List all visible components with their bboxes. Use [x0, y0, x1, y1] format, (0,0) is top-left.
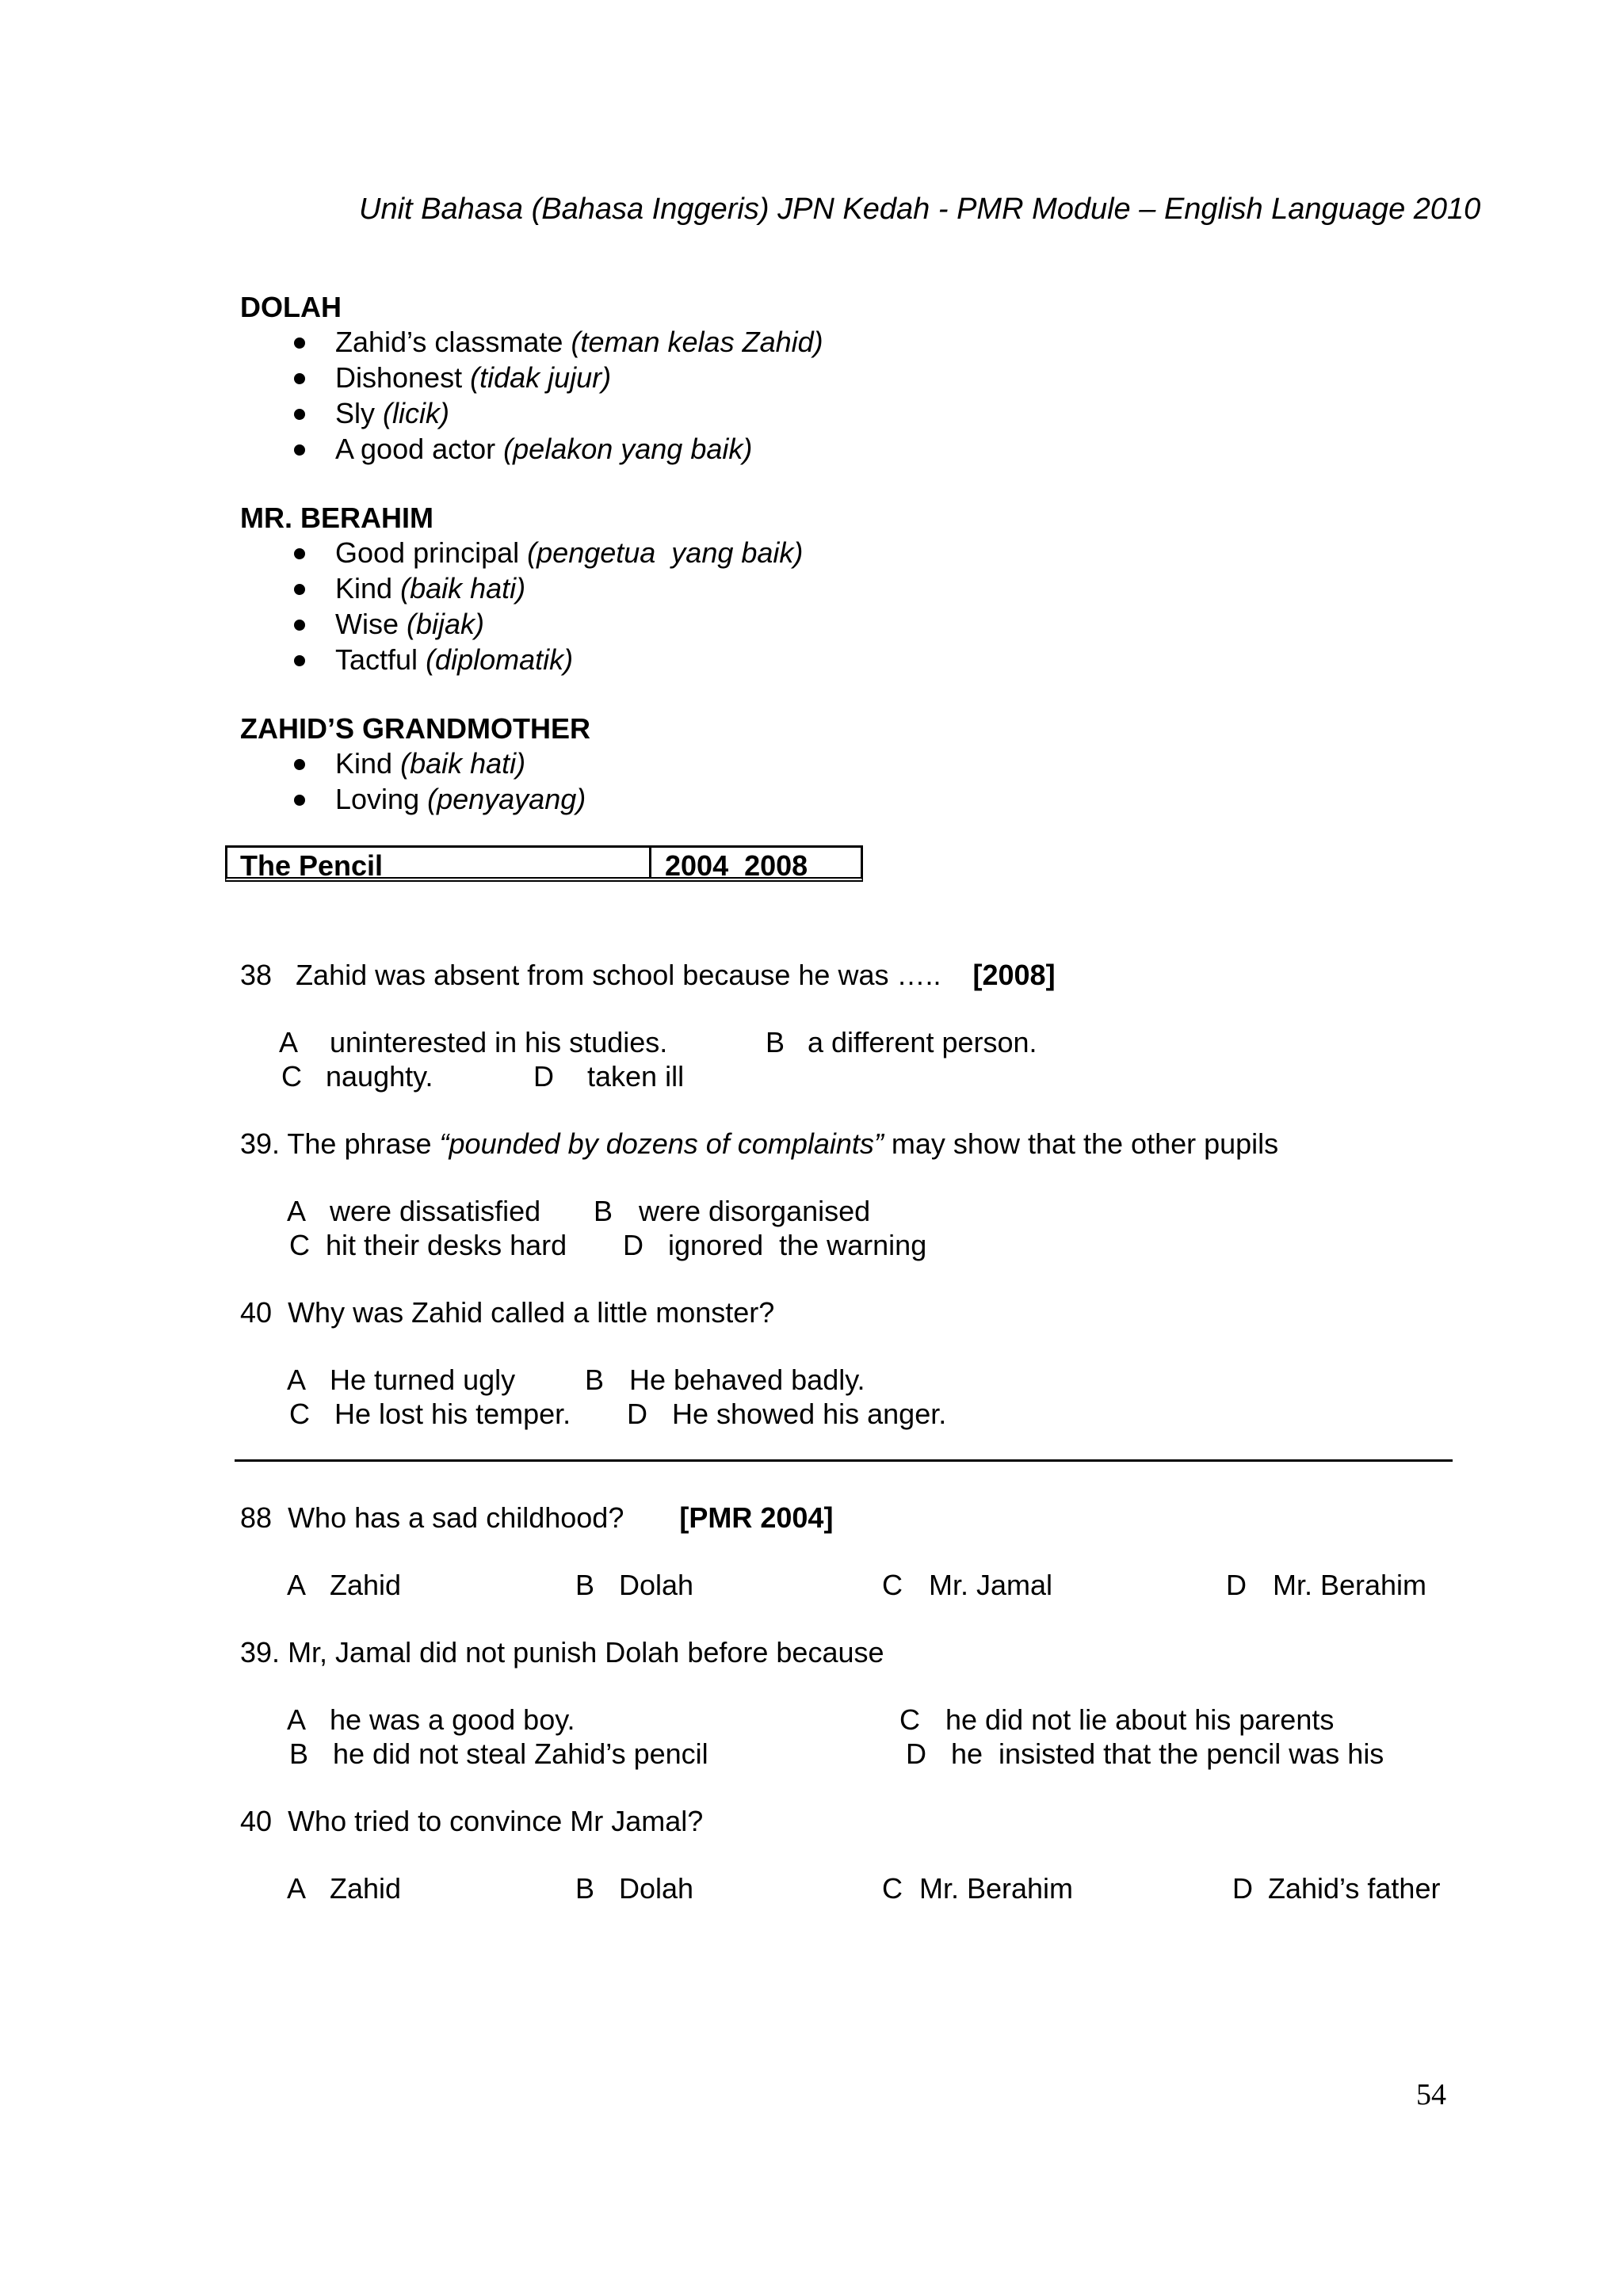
trait-ms: (tidak jujur)	[470, 361, 612, 394]
trait-item	[335, 536, 803, 570]
question-number: 39.	[240, 1636, 281, 1669]
option-letter: D	[1232, 1872, 1253, 1905]
option-letter: A	[287, 1569, 307, 1601]
option-c	[882, 1872, 903, 1905]
option-letter: A	[287, 1872, 307, 1905]
trait-ms: (licik)	[383, 397, 450, 429]
option-letter: B	[575, 1569, 595, 1601]
trait-item	[335, 643, 573, 677]
question-text: The phrase	[287, 1127, 432, 1160]
option-letter: A	[287, 1195, 307, 1227]
option-letter: B	[585, 1363, 605, 1396]
option-d-text: He showed his anger.	[672, 1398, 947, 1430]
bullet-icon	[294, 795, 305, 806]
option-a-text: uninterested in his studies.	[330, 1026, 668, 1058]
option-c	[281, 1060, 302, 1093]
question-38	[240, 959, 1056, 992]
question-number: 38	[240, 959, 273, 991]
option-d-text: he insisted that the pencil was his	[951, 1737, 1384, 1770]
option-a-text: He turned ugly	[330, 1363, 516, 1396]
option-letter: B	[289, 1737, 309, 1770]
option-letter: B	[594, 1195, 613, 1227]
option-letter: A	[287, 1363, 307, 1396]
question-39	[240, 1127, 1278, 1161]
option-letter: D	[906, 1737, 926, 1770]
trait-item	[335, 572, 525, 605]
option-d	[623, 1229, 643, 1262]
option-d-text: Zahid’s father	[1268, 1872, 1441, 1905]
option-d	[1226, 1569, 1247, 1602]
option-letter: A	[279, 1026, 299, 1058]
character-heading-dolah: DOLAH	[240, 291, 342, 323]
section-divider	[235, 1459, 1453, 1462]
option-b	[766, 1026, 785, 1059]
trait-en: Kind	[335, 572, 393, 605]
option-b	[289, 1737, 308, 1771]
option-c-text: he did not lie about his parents	[945, 1703, 1335, 1736]
option-c-text: He lost his temper.	[334, 1398, 571, 1430]
option-d-text: ignored the warning	[668, 1229, 927, 1261]
trait-en: Tactful	[335, 643, 418, 676]
trait-en: Sly	[335, 397, 376, 429]
option-d-text: Mr. Berahim	[1273, 1569, 1427, 1601]
question-39b	[240, 1636, 884, 1669]
option-c-text: hit their desks hard	[326, 1229, 567, 1261]
trait-en: Wise	[335, 608, 399, 640]
option-d-text: taken ill	[587, 1060, 685, 1093]
exam-years: 2004 2008	[665, 849, 808, 882]
option-letter: D	[623, 1229, 643, 1261]
trait-ms: (baik hati)	[400, 747, 526, 780]
option-letter: C	[899, 1703, 920, 1736]
trait-item	[335, 608, 484, 641]
option-letter: C	[289, 1229, 310, 1261]
option-a	[287, 1195, 306, 1228]
option-c-text: Mr. Berahim	[919, 1872, 1074, 1905]
option-b-text: He behaved badly.	[629, 1363, 865, 1396]
bullet-icon	[294, 584, 305, 595]
trait-ms: (penyayang)	[427, 783, 586, 815]
option-d	[533, 1060, 554, 1093]
page-number: 54	[1416, 2078, 1446, 2111]
option-letter: C	[882, 1569, 903, 1601]
option-a-text: he was a good boy.	[330, 1703, 575, 1736]
question-number: 40	[240, 1296, 273, 1329]
question-88	[240, 1501, 833, 1535]
option-a	[287, 1703, 306, 1737]
question-text: Mr, Jamal did not punish Dolah before because	[288, 1636, 884, 1669]
trait-en: Zahid’s classmate	[335, 326, 563, 358]
option-letter: B	[575, 1872, 595, 1905]
trait-ms: (pelakon yang baik)	[503, 433, 753, 465]
question-text: Who tried to convince Mr Jamal?	[288, 1805, 704, 1837]
trait-item	[335, 747, 525, 780]
option-b-text: a different person.	[808, 1026, 1037, 1058]
trait-item	[335, 433, 752, 466]
option-a	[287, 1363, 306, 1397]
question-number: 40	[240, 1805, 273, 1837]
trait-en: Kind	[335, 747, 393, 780]
bullet-icon	[294, 409, 305, 420]
trait-ms: (bijak)	[407, 608, 485, 640]
option-letter: D	[627, 1398, 647, 1430]
option-d	[627, 1398, 647, 1431]
question-tag: [PMR 2004]	[679, 1501, 834, 1534]
question-number: 39.	[240, 1127, 281, 1160]
trait-ms: (diplomatik)	[426, 643, 574, 676]
trait-en: Loving	[335, 783, 420, 815]
bullet-icon	[294, 759, 305, 770]
option-letter: C	[289, 1398, 310, 1430]
option-a-text: Zahid	[330, 1569, 402, 1601]
option-b	[594, 1195, 613, 1228]
bullet-icon	[294, 338, 305, 349]
option-b-text: were disorganised	[639, 1195, 871, 1227]
question-text: Zahid was absent from school because he was …..	[296, 959, 941, 991]
trait-en: A good actor	[335, 433, 496, 465]
trait-en: Good principal	[335, 536, 520, 569]
option-a	[287, 1569, 306, 1602]
table-divider	[649, 848, 651, 877]
question-40b	[240, 1805, 703, 1838]
trait-item	[335, 361, 611, 395]
option-c	[899, 1703, 920, 1737]
option-c-text: naughty.	[326, 1060, 433, 1093]
bullet-icon	[294, 548, 305, 559]
option-letter: D	[1226, 1569, 1247, 1601]
option-b	[585, 1363, 604, 1397]
trait-item	[335, 397, 449, 430]
trait-ms: (teman kelas Zahid)	[571, 326, 823, 358]
trait-en: Dishonest	[335, 361, 463, 394]
option-letter: D	[533, 1060, 554, 1093]
option-a-text: Zahid	[330, 1872, 402, 1905]
character-heading-berahim: MR. BERAHIM	[240, 502, 433, 534]
option-b-text: Dolah	[619, 1569, 694, 1601]
trait-ms: (baik hati)	[400, 572, 526, 605]
option-letter: A	[287, 1703, 307, 1736]
option-c-text: Mr. Jamal	[929, 1569, 1053, 1601]
question-number: 88	[240, 1501, 273, 1534]
option-letter: C	[281, 1060, 302, 1093]
story-title-table	[225, 845, 863, 882]
bullet-icon	[294, 655, 305, 666]
option-b	[575, 1569, 594, 1602]
character-heading-grandmother: ZAHID’S GRANDMOTHER	[240, 712, 590, 745]
quoted-phrase: “pounded by dozens of complaints”	[439, 1127, 884, 1160]
option-letter: C	[882, 1872, 903, 1905]
option-c	[289, 1229, 310, 1262]
trait-ms: (pengetua yang baik)	[527, 536, 804, 569]
option-d	[1232, 1872, 1253, 1905]
question-text: Who has a sad childhood?	[288, 1501, 624, 1534]
option-a	[279, 1026, 298, 1059]
option-b	[575, 1872, 594, 1905]
question-tag: [2008]	[972, 959, 1056, 991]
question-text: Why was Zahid called a little monster?	[288, 1296, 775, 1329]
option-a-text: were dissatisfied	[330, 1195, 541, 1227]
option-letter: B	[766, 1026, 785, 1058]
option-b-text: he did not steal Zahid’s pencil	[333, 1737, 708, 1770]
option-a	[287, 1872, 306, 1905]
trait-item	[335, 326, 823, 359]
option-c	[289, 1398, 310, 1431]
bullet-icon	[294, 620, 305, 631]
option-b-text: Dolah	[619, 1872, 694, 1905]
question-text-end: may show that the other pupils	[891, 1127, 1279, 1160]
question-40	[240, 1296, 774, 1329]
option-d	[906, 1737, 926, 1771]
bullet-icon	[294, 444, 305, 456]
option-c	[882, 1569, 903, 1602]
page-header: Unit Bahasa (Bahasa Inggeris) JPN Kedah - PMR Module – English Language 2010	[359, 193, 1481, 226]
trait-item	[335, 783, 586, 816]
bullet-icon	[294, 373, 305, 384]
story-title: The Pencil	[240, 849, 384, 882]
